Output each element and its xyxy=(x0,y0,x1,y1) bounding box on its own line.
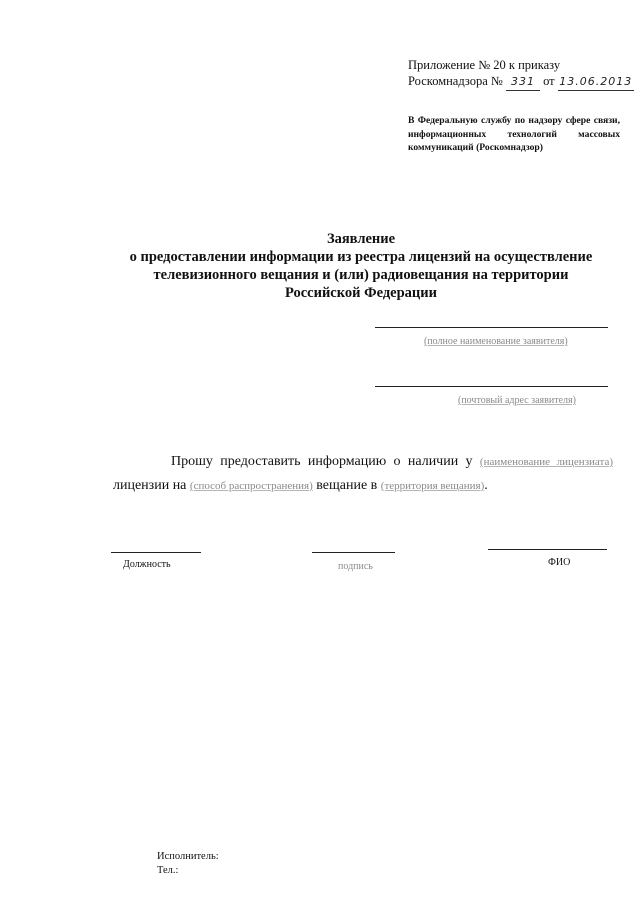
applicant-name-hint: (полное наименование заявителя) xyxy=(424,336,568,347)
addressee-block: В Федеральную службу по надзору сфере связи, информационных технологий массовых коммуникаций (Роскомнадзор) xyxy=(408,115,620,153)
annex-header xyxy=(408,57,634,91)
title-heading: Заявление xyxy=(326,231,396,247)
signature-line[interactable] xyxy=(312,552,395,553)
method-hint: (способ распространения) xyxy=(189,480,313,492)
order-date-handwritten: 13.06.2013 xyxy=(558,74,634,91)
request-end: . xyxy=(484,478,488,493)
phone-label: Тел.: xyxy=(157,865,179,876)
annex-date-prefix: от xyxy=(543,74,555,88)
request-line2 xyxy=(113,474,613,498)
annex-line2 xyxy=(408,73,634,91)
footer-block xyxy=(157,850,219,878)
annex-order-prefix: Роскомнадзора № xyxy=(408,74,503,88)
applicant-address-hint: (почтовый адрес заявителя) xyxy=(458,395,576,406)
request-text3: вещание в xyxy=(316,478,378,493)
request-line1 xyxy=(113,450,613,474)
full-name-line[interactable] xyxy=(488,549,607,550)
request-text2: лицензии на xyxy=(113,478,187,493)
order-number-handwritten: 331 xyxy=(506,74,540,91)
annex-line1: Приложение № 20 к приказу xyxy=(408,58,561,72)
position-label: Должность xyxy=(123,559,171,570)
request-paragraph xyxy=(113,450,613,498)
signature-label: подпись xyxy=(338,561,373,572)
executor-label: Исполнитель: xyxy=(157,851,219,862)
title-line3: Российской Федерации xyxy=(284,285,437,301)
territory-hint: (территория вещания) xyxy=(380,480,485,492)
licensee-hint: (наименование лицензиата) xyxy=(479,456,614,468)
applicant-address-line[interactable] xyxy=(375,386,608,387)
title-line1: о предоставлении информации из реестра лицензий на осуществление xyxy=(129,249,593,265)
document-title xyxy=(96,230,626,302)
applicant-name-line[interactable] xyxy=(375,327,608,328)
full-name-label: ФИО xyxy=(548,557,571,568)
title-line2: телевизионного вещания и (или) радиовещания на территории xyxy=(153,267,569,283)
request-text1: Прошу предоставить информацию о наличии у xyxy=(171,454,473,469)
position-line[interactable] xyxy=(111,552,201,553)
